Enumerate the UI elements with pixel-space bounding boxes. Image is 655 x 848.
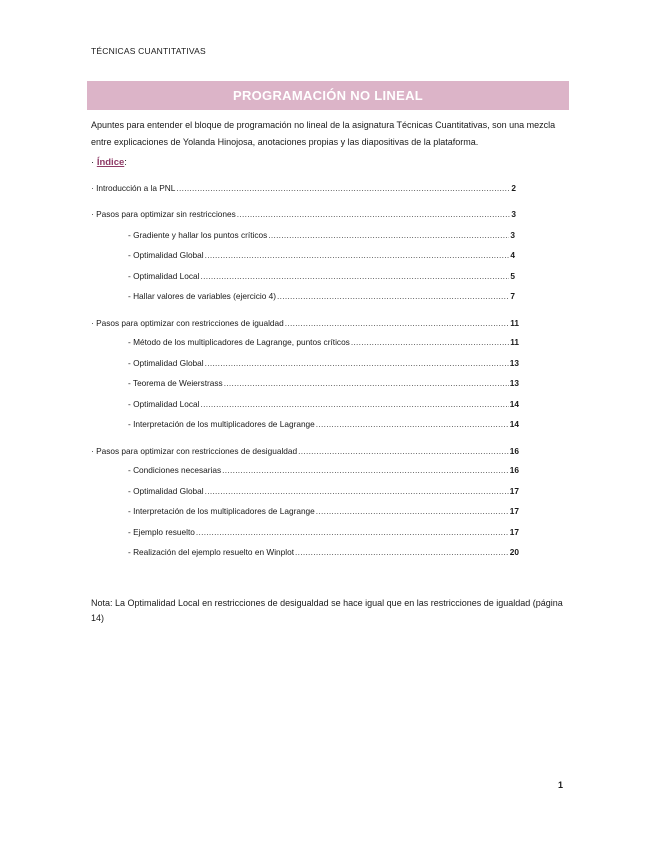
toc-entry-label: - Método de los multiplicadores de Lagrange, puntos críticos: [128, 337, 350, 347]
toc-leader-dots: [295, 547, 509, 557]
toc-entry-label: · Pasos para optimizar sin restricciones: [91, 209, 236, 219]
toc-entry-page: 11: [510, 337, 519, 347]
toc-leader-dots: [237, 209, 511, 219]
toc-subentry-optimalidad-local[interactable]: [128, 271, 515, 281]
toc-entry-introduccion[interactable]: [91, 183, 516, 193]
toc-entry-label: - Ejemplo resuelto: [128, 527, 195, 537]
toc-subentry-winplot[interactable]: [128, 547, 519, 557]
toc-leader-dots: [298, 446, 509, 456]
toc-leader-dots: [316, 506, 509, 516]
toc-entry-label: - Hallar valores de variables (ejercicio 4): [128, 291, 277, 301]
toc-entry-label: - Condiciones necesarias: [128, 465, 222, 475]
toc-entry-label: - Realización del ejemplo resuelto en Winplot: [128, 547, 295, 557]
toc-entry-page: 11: [510, 318, 519, 328]
toc-subentry-optimalidad-global[interactable]: [128, 358, 519, 368]
toc-subentry-weierstrass[interactable]: [128, 378, 519, 388]
page-number: 1: [558, 780, 564, 790]
toc-entry-page: 17: [509, 486, 519, 496]
toc-entry-page: 3: [510, 230, 515, 240]
toc-entry-page: 4: [510, 250, 515, 260]
toc-leader-dots: [205, 250, 510, 260]
toc-entry-page: 5: [510, 271, 515, 281]
toc-entry-label: - Optimalidad Local: [128, 399, 200, 409]
toc-leader-dots: [200, 399, 508, 409]
toc-entry-restricciones-desigualdad[interactable]: [91, 446, 519, 456]
toc-entry-page: 2: [511, 183, 516, 193]
toc-entry-page: 13: [509, 378, 519, 388]
toc-subentry-interpretacion-lagrange[interactable]: [128, 506, 519, 516]
toc-entry-label: - Optimalidad Global: [128, 250, 204, 260]
toc-subentry-condiciones-necesarias[interactable]: [128, 465, 519, 475]
toc-leader-dots: [196, 527, 509, 537]
toc-leader-dots: [222, 465, 509, 475]
toc-subentry-hallar-valores[interactable]: [128, 291, 515, 301]
toc-entry-page: 14: [509, 419, 519, 429]
footnote: Nota: La Optimalidad Local en restricciones de desigualdad se hace igual que en las restricciones de igualdad (página 14): [91, 598, 563, 623]
toc-entry-page: 3: [511, 209, 516, 219]
toc-leader-dots: [205, 486, 509, 496]
title-banner: [87, 81, 569, 110]
toc-entry-restricciones-igualdad[interactable]: [91, 318, 519, 328]
toc-leader-dots: [268, 230, 509, 240]
toc-entry-label: · Introducción a la PNL: [91, 183, 176, 193]
toc-entry-page: 7: [510, 291, 515, 301]
toc-entry-label: - Optimalidad Local: [128, 271, 200, 281]
toc-leader-dots: [351, 337, 509, 347]
toc-entry-label: - Optimalidad Global: [128, 358, 204, 368]
toc-leader-dots: [224, 378, 509, 388]
toc-subentry-gradiente[interactable]: [128, 230, 515, 240]
toc-leader-dots: [176, 183, 510, 193]
index-heading: [91, 157, 127, 168]
index-bullet: ·: [91, 157, 97, 168]
toc-entry-page: 16: [509, 465, 519, 475]
toc-leader-dots: [316, 419, 509, 429]
toc-entry-label: · Pasos para optimizar con restricciones de igualdad: [91, 318, 284, 328]
toc-entry-label: - Gradiente y hallar los puntos críticos: [128, 230, 268, 240]
index-colon: :: [124, 157, 127, 168]
toc-leader-dots: [205, 358, 509, 368]
toc-subentry-interpretacion-lagrange[interactable]: [128, 419, 519, 429]
toc-entry-label: · Pasos para optimizar con restricciones de desigualdad: [91, 446, 298, 456]
toc-entry-label: - Interpretación de los multiplicadores de Lagrange: [128, 419, 315, 429]
toc-entry-sin-restricciones[interactable]: [91, 209, 516, 219]
toc-subentry-optimalidad-global[interactable]: [128, 486, 519, 496]
toc-subentry-lagrange[interactable]: [128, 337, 519, 347]
toc-entry-page: 16: [509, 446, 519, 456]
index-link[interactable]: Índice: [96, 157, 125, 168]
toc-entry-label: - Optimalidad Global: [128, 486, 204, 496]
toc-entry-page: 17: [509, 527, 519, 537]
running-header: TÉCNICAS CUANTITATIVAS: [91, 46, 206, 56]
toc-leader-dots: [200, 271, 509, 281]
toc-entry-page: 14: [509, 399, 519, 409]
toc-entry-label: - Teorema de Weierstrass: [128, 378, 223, 388]
toc-leader-dots: [277, 291, 509, 301]
toc-leader-dots: [285, 318, 509, 328]
document-title: PROGRAMACIÓN NO LINEAL: [232, 88, 424, 103]
toc-entry-page: 17: [509, 506, 519, 516]
toc-subentry-optimalidad-global[interactable]: [128, 250, 515, 260]
toc-entry-page: 13: [509, 358, 519, 368]
toc-subentry-ejemplo-resuelto[interactable]: [128, 527, 519, 537]
toc-subentry-optimalidad-local[interactable]: [128, 399, 519, 409]
toc-entry-label: - Interpretación de los multiplicadores de Lagrange: [128, 506, 315, 516]
intro-paragraph: Apuntes para entender el bloque de programación no lineal de la asignatura Técnicas Cuantitativas, son una mezcla entre explicaciones de Yolanda Hinojosa, anotaciones propias y las diapositivas de la plataforma.: [91, 120, 556, 147]
toc-entry-page: 20: [509, 547, 519, 557]
